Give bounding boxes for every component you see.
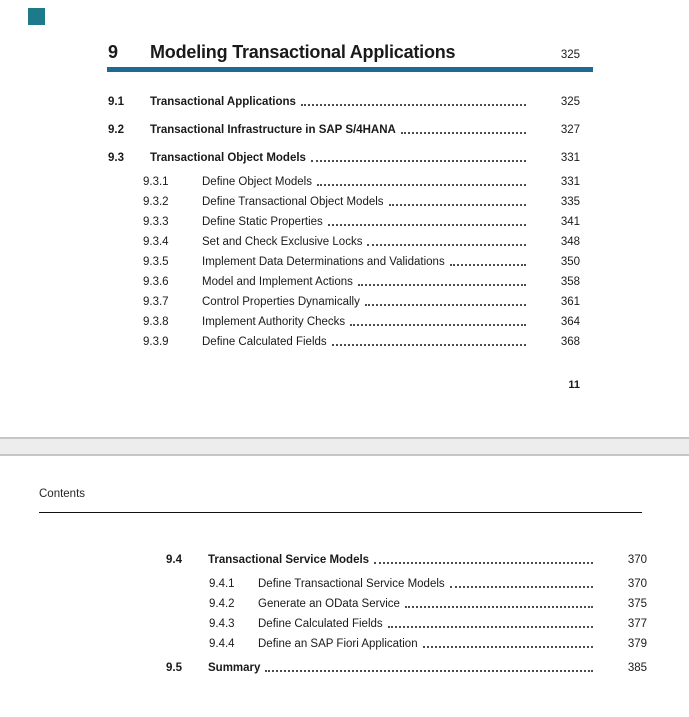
toc-entry-page: 385	[627, 662, 647, 674]
toc-entry-title: Model and Implement Actions	[202, 276, 353, 288]
dot-leader	[401, 132, 526, 134]
toc-entry-title: Define an SAP Fiori Application	[258, 638, 418, 650]
toc-entry[interactable]	[108, 88, 580, 116]
toc-entry-page: 341	[560, 216, 580, 228]
chapter-page-number: 325	[560, 49, 580, 61]
dot-leader	[450, 264, 526, 266]
toc-entry-number: 9.4.1	[209, 578, 235, 590]
toc-entry[interactable]	[108, 272, 580, 292]
toc-entry-page: 361	[560, 296, 580, 308]
chapter-heading	[108, 42, 580, 63]
toc-entry[interactable]	[108, 144, 580, 172]
dot-leader	[332, 344, 526, 346]
toc-entry-title: Transactional Object Models	[150, 152, 306, 164]
toc-entry-number: 9.3.4	[143, 236, 169, 248]
toc-entry-title: Set and Check Exclusive Locks	[202, 236, 363, 248]
dot-leader	[328, 224, 526, 226]
page-folio: 11	[568, 379, 580, 391]
toc-entry-page: 325	[560, 96, 580, 108]
toc-entry[interactable]	[108, 212, 580, 232]
dot-leader	[358, 284, 526, 286]
toc-entry-page: 370	[627, 554, 647, 566]
dot-leader	[350, 324, 526, 326]
toc-entry-number: 9.5	[166, 662, 182, 674]
dot-leader	[311, 160, 526, 162]
toc-entry[interactable]	[108, 252, 580, 272]
dot-leader	[450, 586, 593, 588]
toc-entry[interactable]	[108, 292, 580, 312]
toc-entry-number: 9.3.3	[143, 216, 169, 228]
toc-entry[interactable]	[166, 594, 647, 614]
dot-leader	[317, 184, 526, 186]
dot-leader	[374, 562, 593, 564]
toc-entry[interactable]	[108, 232, 580, 252]
toc-entry-title: Define Object Models	[202, 176, 312, 188]
dot-leader	[265, 670, 593, 672]
toc-entry[interactable]	[166, 654, 647, 682]
dot-leader	[365, 304, 526, 306]
toc-entry-title: Define Static Properties	[202, 216, 323, 228]
toc-entry-title: Control Properties Dynamically	[202, 296, 360, 308]
dot-leader	[388, 626, 593, 628]
dot-leader	[423, 646, 593, 648]
toc-entry-number: 9.4.3	[209, 618, 235, 630]
toc-entry-title: Define Calculated Fields	[202, 336, 327, 348]
toc-entry[interactable]	[108, 312, 580, 332]
toc-entry[interactable]	[108, 332, 580, 352]
toc-entry-number: 9.4.2	[209, 598, 235, 610]
toc-entry[interactable]	[166, 574, 647, 594]
toc-entry-number: 9.3.8	[143, 316, 169, 328]
toc-list-top	[108, 88, 580, 352]
toc-entry-title: Define Transactional Service Models	[258, 578, 445, 590]
toc-entry-number: 9.3.7	[143, 296, 169, 308]
running-header: Contents	[39, 488, 86, 500]
page-separator	[0, 437, 689, 456]
toc-entry-title: Define Transactional Object Models	[202, 196, 384, 208]
toc-entry-page: 379	[627, 638, 647, 650]
dot-leader	[389, 204, 526, 206]
toc-entry-number: 9.3.2	[143, 196, 169, 208]
toc-entry[interactable]	[166, 546, 647, 574]
toc-entry-title: Transactional Applications	[150, 96, 296, 108]
toc-entry[interactable]	[108, 172, 580, 192]
toc-entry-number: 9.4	[166, 554, 182, 566]
chapter-underline	[107, 67, 593, 72]
toc-entry-page: 377	[627, 618, 647, 630]
dot-leader	[405, 606, 593, 608]
toc-list-bottom	[166, 546, 647, 682]
toc-entry-number: 9.3.6	[143, 276, 169, 288]
corner-marker	[28, 8, 45, 25]
toc-entry-number: 9.3	[108, 152, 124, 164]
toc-entry-title: Implement Data Determinations and Validations	[202, 256, 445, 268]
toc-entry-number: 9.2	[108, 124, 124, 136]
toc-entry[interactable]	[166, 634, 647, 654]
running-header-rule	[39, 512, 642, 513]
toc-entry-page: 358	[560, 276, 580, 288]
toc-entry-page: 335	[560, 196, 580, 208]
dot-leader	[367, 244, 526, 246]
toc-entry-number: 9.3.9	[143, 336, 169, 348]
toc-entry-number: 9.1	[108, 96, 124, 108]
toc-entry-page: 331	[560, 152, 580, 164]
toc-entry-page: 348	[560, 236, 580, 248]
toc-entry-title: Generate an OData Service	[258, 598, 400, 610]
toc-entry[interactable]	[108, 116, 580, 144]
toc-entry[interactable]	[108, 192, 580, 212]
toc-entry-page: 364	[560, 316, 580, 328]
chapter-number: 9	[108, 42, 118, 62]
toc-entry-title: Define Calculated Fields	[258, 618, 383, 630]
toc-entry-page: 350	[560, 256, 580, 268]
toc-entry-number: 9.4.4	[209, 638, 235, 650]
toc-entry-title: Transactional Infrastructure in SAP S/4HANA	[150, 124, 396, 136]
toc-entry[interactable]	[166, 614, 647, 634]
toc-entry-number: 9.3.5	[143, 256, 169, 268]
toc-entry-page: 375	[627, 598, 647, 610]
toc-entry-number: 9.3.1	[143, 176, 169, 188]
toc-entry-page: 368	[560, 336, 580, 348]
toc-entry-page: 327	[560, 124, 580, 136]
toc-entry-title: Implement Authority Checks	[202, 316, 346, 328]
toc-entry-title: Transactional Service Models	[208, 554, 370, 566]
toc-entry-page: 331	[560, 176, 580, 188]
chapter-title: Modeling Transactional Applications	[150, 42, 456, 62]
toc-entry-title: Summary	[208, 662, 261, 674]
dot-leader	[301, 104, 526, 106]
toc-entry-page: 370	[627, 578, 647, 590]
